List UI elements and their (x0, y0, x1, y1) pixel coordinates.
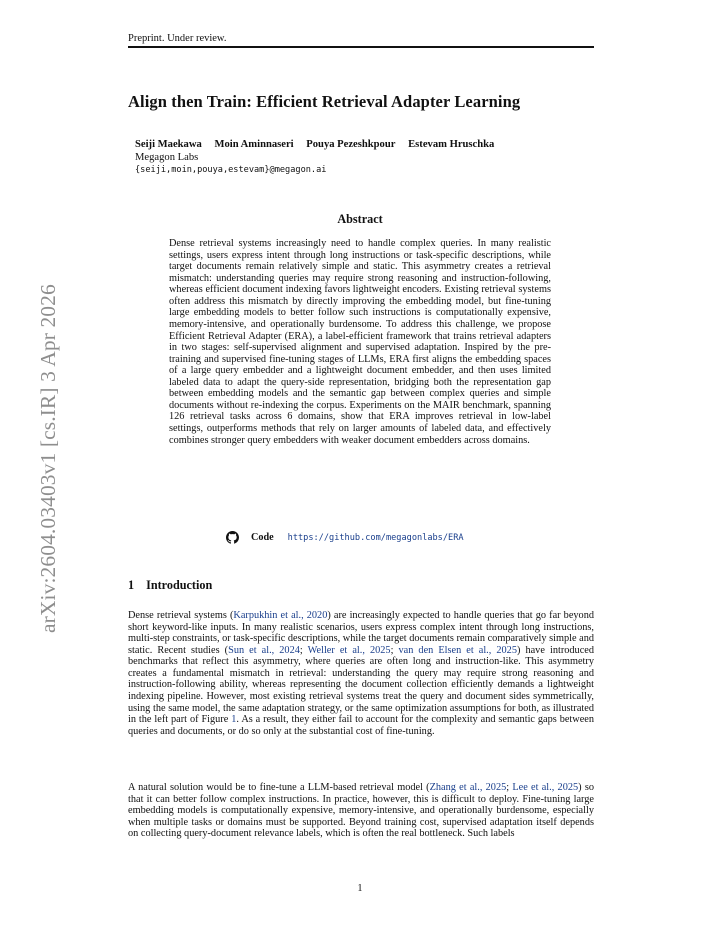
code-repo-link[interactable]: https://github.com/megagonlabs/ERA (287, 532, 464, 543)
citation-link[interactable]: Karpukhin et al., 2020 (233, 610, 328, 621)
author-name: Seiji Maekawa (135, 139, 202, 150)
author-email: {seiji,moin,pouya,estevam}@megagon.ai (135, 165, 327, 175)
citation-link[interactable]: Weller et al., 2025 (307, 644, 391, 656)
preprint-note: Preprint. Under review. (128, 33, 227, 44)
paragraph-text: ) have introduced benchmarks that reflect this asymmetry, where queries are often long and instruction-like. This asymmetry creates a fundamental mismatch in retrieval: understanding the query may require strong reasoning and instruction-following ability, whereas representing the document collection efficiently demands a lightweight indexing pipeline. However, most existing retrieval systems treat the query and document sides symmetrically, using the same model, the same adaptation strategy, or the same optimization assumptions for both, as illustrated in the left part of Figure (128, 644, 594, 726)
paragraph-text: ; (390, 644, 399, 656)
page-number: 1 (357, 883, 363, 894)
section-number: 1 (128, 578, 135, 592)
citation-link[interactable]: Zhang et al., 2025 (429, 782, 507, 793)
code-link-row (226, 531, 464, 544)
paragraph-text: ) are increasingly expected to handle queries that go far beyond short keyword-like inputs. In many realistic scenarios, users express complex intent through long instructions, multi-step constraints, or task-specific descriptions, while the target documents remain comparatively simple and static. Recent studies ( (128, 610, 594, 656)
github-icon (226, 531, 239, 544)
affiliation: Megagon Labs (135, 152, 199, 163)
arxiv-identifier-stamp[interactable]: arXiv:2604.03403v1 [cs.IR] 3 Apr 2026 (36, 284, 60, 633)
citation-link[interactable]: van den Elsen et al., 2025 (398, 644, 517, 656)
paragraph-text: ) so that it can better follow complex instructions. In practice, however, this is difficult to deploy. Fine-tuning large embedding models is computationally expensive, memory-intensive, and operationally burdensome, especially when multiple tasks or domains must be supported. Beyond training cost, supervised adaptation itself depends on collecting query-document relevance labels, which is often the real bottleneck. Such labels (128, 782, 594, 840)
author-name: Moin Aminnaseri (214, 139, 294, 150)
paragraph-text: Dense retrieval systems ( (128, 610, 234, 621)
paragraph-text: . As a result, they either fail to account for the complexity and semantic gaps between queries and documents, or do so only at the substantial cost of fine-tuning. (128, 714, 594, 737)
header-rule (128, 46, 594, 48)
citation-link[interactable]: Sun et al., 2024 (228, 644, 300, 656)
citation-link[interactable]: 1 (231, 714, 237, 726)
author-name: Pouya Pezeshkpour (306, 139, 396, 150)
citation-link[interactable]: Lee et al., 2025 (512, 782, 579, 793)
paper-title: Align then Train: Efficient Retrieval Adapter Learning (128, 92, 521, 111)
paragraph-text: ; (299, 644, 308, 656)
paragraph-text: A natural solution would be to fine-tune a LLM-based retrieval model ( (128, 782, 430, 793)
intro-paragraph-2 (128, 782, 594, 840)
abstract-text: Dense retrieval systems increasingly need to handle complex queries. In many realistic settings, users express intent through long instructions or task-specific descriptions, while target documents remain relatively simple and static. This asymmetry creates a retrieval mismatch: understanding queries may require strong reasoning and instruction-following, whereas efficient document indexing favors lightweight encoders. Existing retrieval systems often address this mismatch by directly improving the embedding model, but fine-tuning large embedding models to better follow such instructions is computationally expensive, memory-intensive, and operationally burdensome. To address this challenge, we propose Efficient Retrieval Adapter (ERA), a label-efficient framework that trains retrieval adapters in two stages: self-supervised alignment and supervised adaptation. Inspired by the pre-training and supervised fine-tuning stages of LLMs, ERA first aligns the embedding spaces of a large query embedder and a lightweight document embedder, and then uses limited labeled data to adapt the query-side representation, bridging both the representation gap between embedding models and the semantic gap between complex queries and simple documents without re-indexing the corpus. Experiments on the MAIR benchmark, spanning 126 retrieval tasks across 6 domains, show that ERA improves retrieval in low-label settings, outperforms methods that rely on larger amounts of labeled data, and effectively combines stronger query embedders with weaker document embedders across domains. (169, 238, 551, 446)
intro-paragraph-1 (128, 610, 594, 737)
section-heading (128, 578, 212, 593)
code-label: Code (251, 532, 274, 543)
author-name: Estevam Hruschka (408, 139, 495, 150)
section-title: Introduction (146, 578, 213, 592)
paragraph-text: ; (506, 782, 513, 793)
author-list (135, 139, 504, 150)
abstract-heading: Abstract (337, 212, 383, 226)
